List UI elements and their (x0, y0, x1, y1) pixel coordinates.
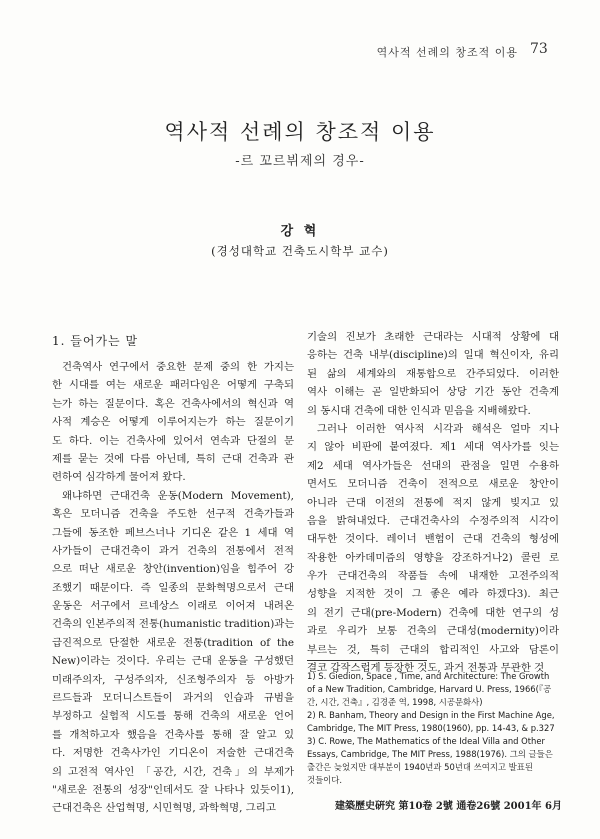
left-column-line: 운동은 서구에서 르네상스 이래로 이어져 내려온 (52, 600, 294, 613)
footnote-line: 간, 시간, 건축』, 김경준 역, 1998, 시공문화사) (307, 697, 483, 707)
footnote-line: 출간은 늦었지만 대부분이 1940년과 50년대 쓰여지고 발표된 (307, 762, 533, 772)
right-column-line: 그러나 이러한 역사적 시각과 해석은 얼마 지나 (317, 422, 559, 435)
left-column-line: 으로 떠난 새로운 창안(invention)임을 힘주어 강 (52, 563, 294, 576)
right-column-line: 아니라 근대 이전의 전통에 적지 않게 빚지고 있 (307, 496, 559, 509)
left-column-line: 도 하다. 이는 건축사에 있어서 연속과 단절의 문 (52, 434, 294, 447)
left-column-line: 미래주의자, 구성주의자, 신조형주의자 등 아방가 (52, 673, 294, 686)
right-column-line: 기술의 진보가 초래한 근대라는 시대적 상황에 대 (307, 331, 559, 343)
right-column-line: 부르는 것, 특히 근대의 합리적인 사고와 담론이 (307, 643, 559, 656)
right-column (307, 328, 559, 677)
right-column-line: 응하는 건축 내부(discipline)의 일대 혁신이자, 유리 (307, 349, 559, 362)
footnote-line: 3) C. Rowe, The Mathematics of the Ideal Villa and Other (307, 736, 545, 746)
footnote-line: 것들이다. (307, 775, 343, 785)
right-column-line: 의 동시대 건축에 대한 인식과 믿음을 지배해왔다. (307, 404, 531, 417)
left-column-line: 조했기 때문이다. 즉 일종의 문화혁명으로서 근대 (52, 581, 294, 594)
section-heading: 1. 들어가는 말 (52, 334, 139, 348)
footnote-line: of a New Tradition, Cambridge, Harvard U. Press, 1966(『공 (307, 684, 552, 694)
left-column-line: 는가 하는 질문이다. 혹은 건축사에서의 혁신과 역 (52, 397, 294, 410)
left-column-line: 부정하고 실험적 시도를 통해 건축의 새로운 언어 (52, 710, 294, 723)
left-column-line: 한 시대를 여는 새로운 패러다임은 어떻게 구축되 (52, 379, 294, 392)
footnotes (307, 670, 561, 787)
left-column-line: 르드들과 모더니스트들이 과거의 인습과 규범을 (52, 692, 294, 705)
running-title: 역사적 선례의 창조적 이용 (376, 46, 518, 59)
article-subtitle: -르 꼬르뷔제의 경우- (235, 154, 365, 169)
right-column-line: 지 않아 비판에 붙여졌다. 제1 세대 역사가를 잇는 (307, 441, 559, 454)
left-column-line: 를 개척하고자 했음을 건축사를 통해 잘 알고 있 (52, 728, 294, 741)
left-column-line: 급진적으로 단절한 새로운 전통(tradition of the (52, 636, 294, 649)
left-column-line: New)이라는 것이다. 우리는 근대 운동을 구성했던 (52, 655, 294, 668)
right-column-line: 대두한 것이다. 레이너 밴험이 근대 건축의 형성에 (307, 533, 559, 546)
left-column-line: 건축의 인본주의적 전통(humanistic tradition)과는 (52, 618, 294, 631)
right-column-line: 음을 밝혀내었다. 근대건축사의 수정주의적 시각이 (307, 514, 559, 527)
footnote-line: Cambridge, The MIT Press, 1980(1960), pp. 14-43, & p.327 (307, 723, 555, 733)
footnote-line: Essays, Cambridge, The MIT Press, 1988(1976). 그의 글들은 (307, 749, 553, 759)
right-column-line: 제2 세대 역사가들은 선대의 관점을 일면 수용하 (307, 459, 559, 472)
right-column-line: 면서도 모더니즘 건축이 전적으로 새로운 창안이 (307, 478, 559, 491)
right-column-line: 우가 근대건축의 작품들 속에 내재한 고전주의적 (307, 570, 559, 583)
journal-footer: 建築歷史硏究 第10卷 2號 通卷26號 2001年 6月 (335, 801, 562, 812)
page-number: 73 (530, 41, 548, 57)
right-column-line: 작용한 아카데미즘의 영향을 강조하거나2) 콜린 로 (307, 551, 559, 564)
left-column-line: 사가들이 근대건축이 과거 건축의 전통에서 전적 (52, 544, 294, 557)
right-column-line: 역사 이해는 곧 일반화되어 상당 기간 동안 건축계 (307, 386, 559, 399)
left-column-line: 혹은 모더니즘 건축을 주도한 선구적 건축가들과 (52, 508, 294, 521)
left-column-line: "새로운 전통의 성장"인데서도 잘 나타나 있듯이1), (52, 783, 294, 796)
right-column-line: 과로 우리가 보통 건축의 근대성(modernity)이라 (307, 625, 559, 638)
right-column-line: 의 전기 근대(pre-Modern) 건축에 대한 연구의 성 (307, 606, 559, 619)
left-column-line: 다. 저명한 건축사가인 기디온이 저술한 근대건축 (52, 747, 294, 760)
footnote-rule (307, 660, 427, 661)
right-column-line: 성향을 지적한 것이 그 좋은 예라 하겠다3). 최근 (307, 588, 559, 601)
left-column-line: 근대건축은 산업혁명, 시민혁명, 과학혁명, 그리고 (52, 802, 276, 815)
left-column-line: 련하여 심각하게 물어져 왔다. (52, 471, 186, 484)
left-column (52, 358, 294, 818)
author-affiliation: (경성대학교 건축도시학부 교수) (211, 244, 389, 258)
left-column-line: 그들에 동조한 페브스너나 기디온 같은 1 세대 역 (52, 526, 294, 539)
footnote-line: 2) R. Banham, Theory and Design in the First Machine Age, (307, 710, 555, 720)
article-title: 역사적 선례의 창조적 이용 (164, 120, 436, 144)
left-column-line: 제를 묻는 것에 다름 아닌데, 특히 근대 건축과 관 (52, 452, 294, 465)
left-column-line: 의 고전적 역사인 「공간, 시간, 건축」의 부제가 (52, 765, 294, 778)
left-column-line: 사적 계승은 어떻게 이루어지는가 하는 질문이기 (52, 416, 294, 429)
author-name: 강 혁 (280, 224, 320, 239)
right-column-line: 된 삶의 세계와의 재통합으로 간주되었다. 이러한 (307, 367, 559, 380)
left-column-line: 건축역사 연구에서 중요한 문제 중의 한 가지는 (62, 361, 294, 373)
footnote-line: 1) S. Giedion, Space , Time, and Architecture: The Growth (307, 671, 550, 681)
right-column-line: 결코 갑작스럽게 등장한 것도, 과거 전통과 무관한 것 (307, 662, 545, 675)
left-column-line: 왜냐하면 근대건축 운동(Modern Movement), (62, 489, 294, 502)
